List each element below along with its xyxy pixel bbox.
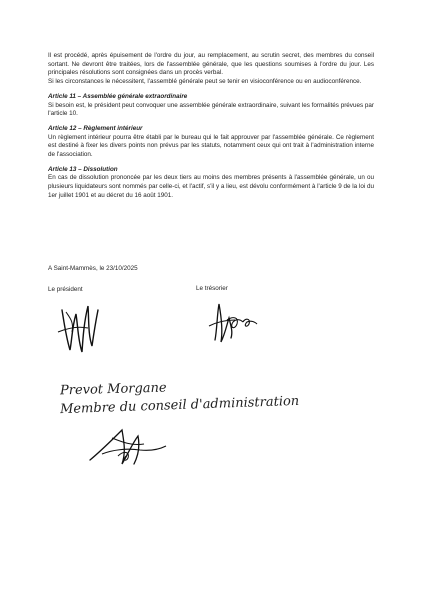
- treasurer-signature: [205, 290, 265, 352]
- article-12-text: Un règlement intérieur pourra être établi par le bureau qui le fait approuver par l'assemblée générale. Ce règlement est destiné à fixer les divers points non prévus par les statuts, notamment ceux qui ont trait à l'administration interne de l'association.: [48, 133, 374, 159]
- president-label: Le président: [48, 286, 83, 293]
- article-11-text: Si besoin est, le président peut convoquer une assemblée générale extraordinaire, suivant les formalités prévues par l'article 10.: [48, 101, 374, 118]
- treasurer-label: Le trésorier: [196, 285, 228, 292]
- president-signature: [52, 292, 112, 362]
- place-date: A Saint-Mammès, le 23/10/2025: [48, 265, 138, 272]
- paragraph-visio: Si les circonstances le nécessitent, l'assemblé générale peut se tenir en visioconférence ou en audioconférence.: [48, 78, 362, 86]
- board-member-signature: [82, 420, 172, 472]
- article-13-heading: Article 13 – Dissolution: [48, 165, 118, 173]
- paragraph-general-assembly: Il est procédé, après épuisement de l'ordre du jour, au remplacement, au scrutin secret, des membres du conseil sortant. Ne devront être traitées, lors de l'assemblée générale, que les questions soumises à l'ordre du jour. Les principales résolutions sont consignées dans un procès verbal.: [48, 52, 374, 77]
- article-12-heading: Article 12 – Règlement intérieur: [48, 124, 143, 132]
- handwritten-role: Membre du conseil d'administration: [59, 393, 300, 418]
- article-13-text: En cas de dissolution prononcée par les deux tiers au moins des membres présents à l'assemblée générale, un ou plusieurs liquidateurs sont nommés par celle-ci, et l'actif, s'il y a lieu, est dévolu conformément à l'article 9 de la loi du 1er juillet 1901 et au décret du 16 août 1901.: [48, 174, 374, 199]
- article-11-heading: Article 11 – Assemblée générale extraordinaire: [48, 92, 188, 100]
- handwritten-name: Prevot Morgane: [59, 380, 167, 399]
- statutes-body: [48, 52, 374, 201]
